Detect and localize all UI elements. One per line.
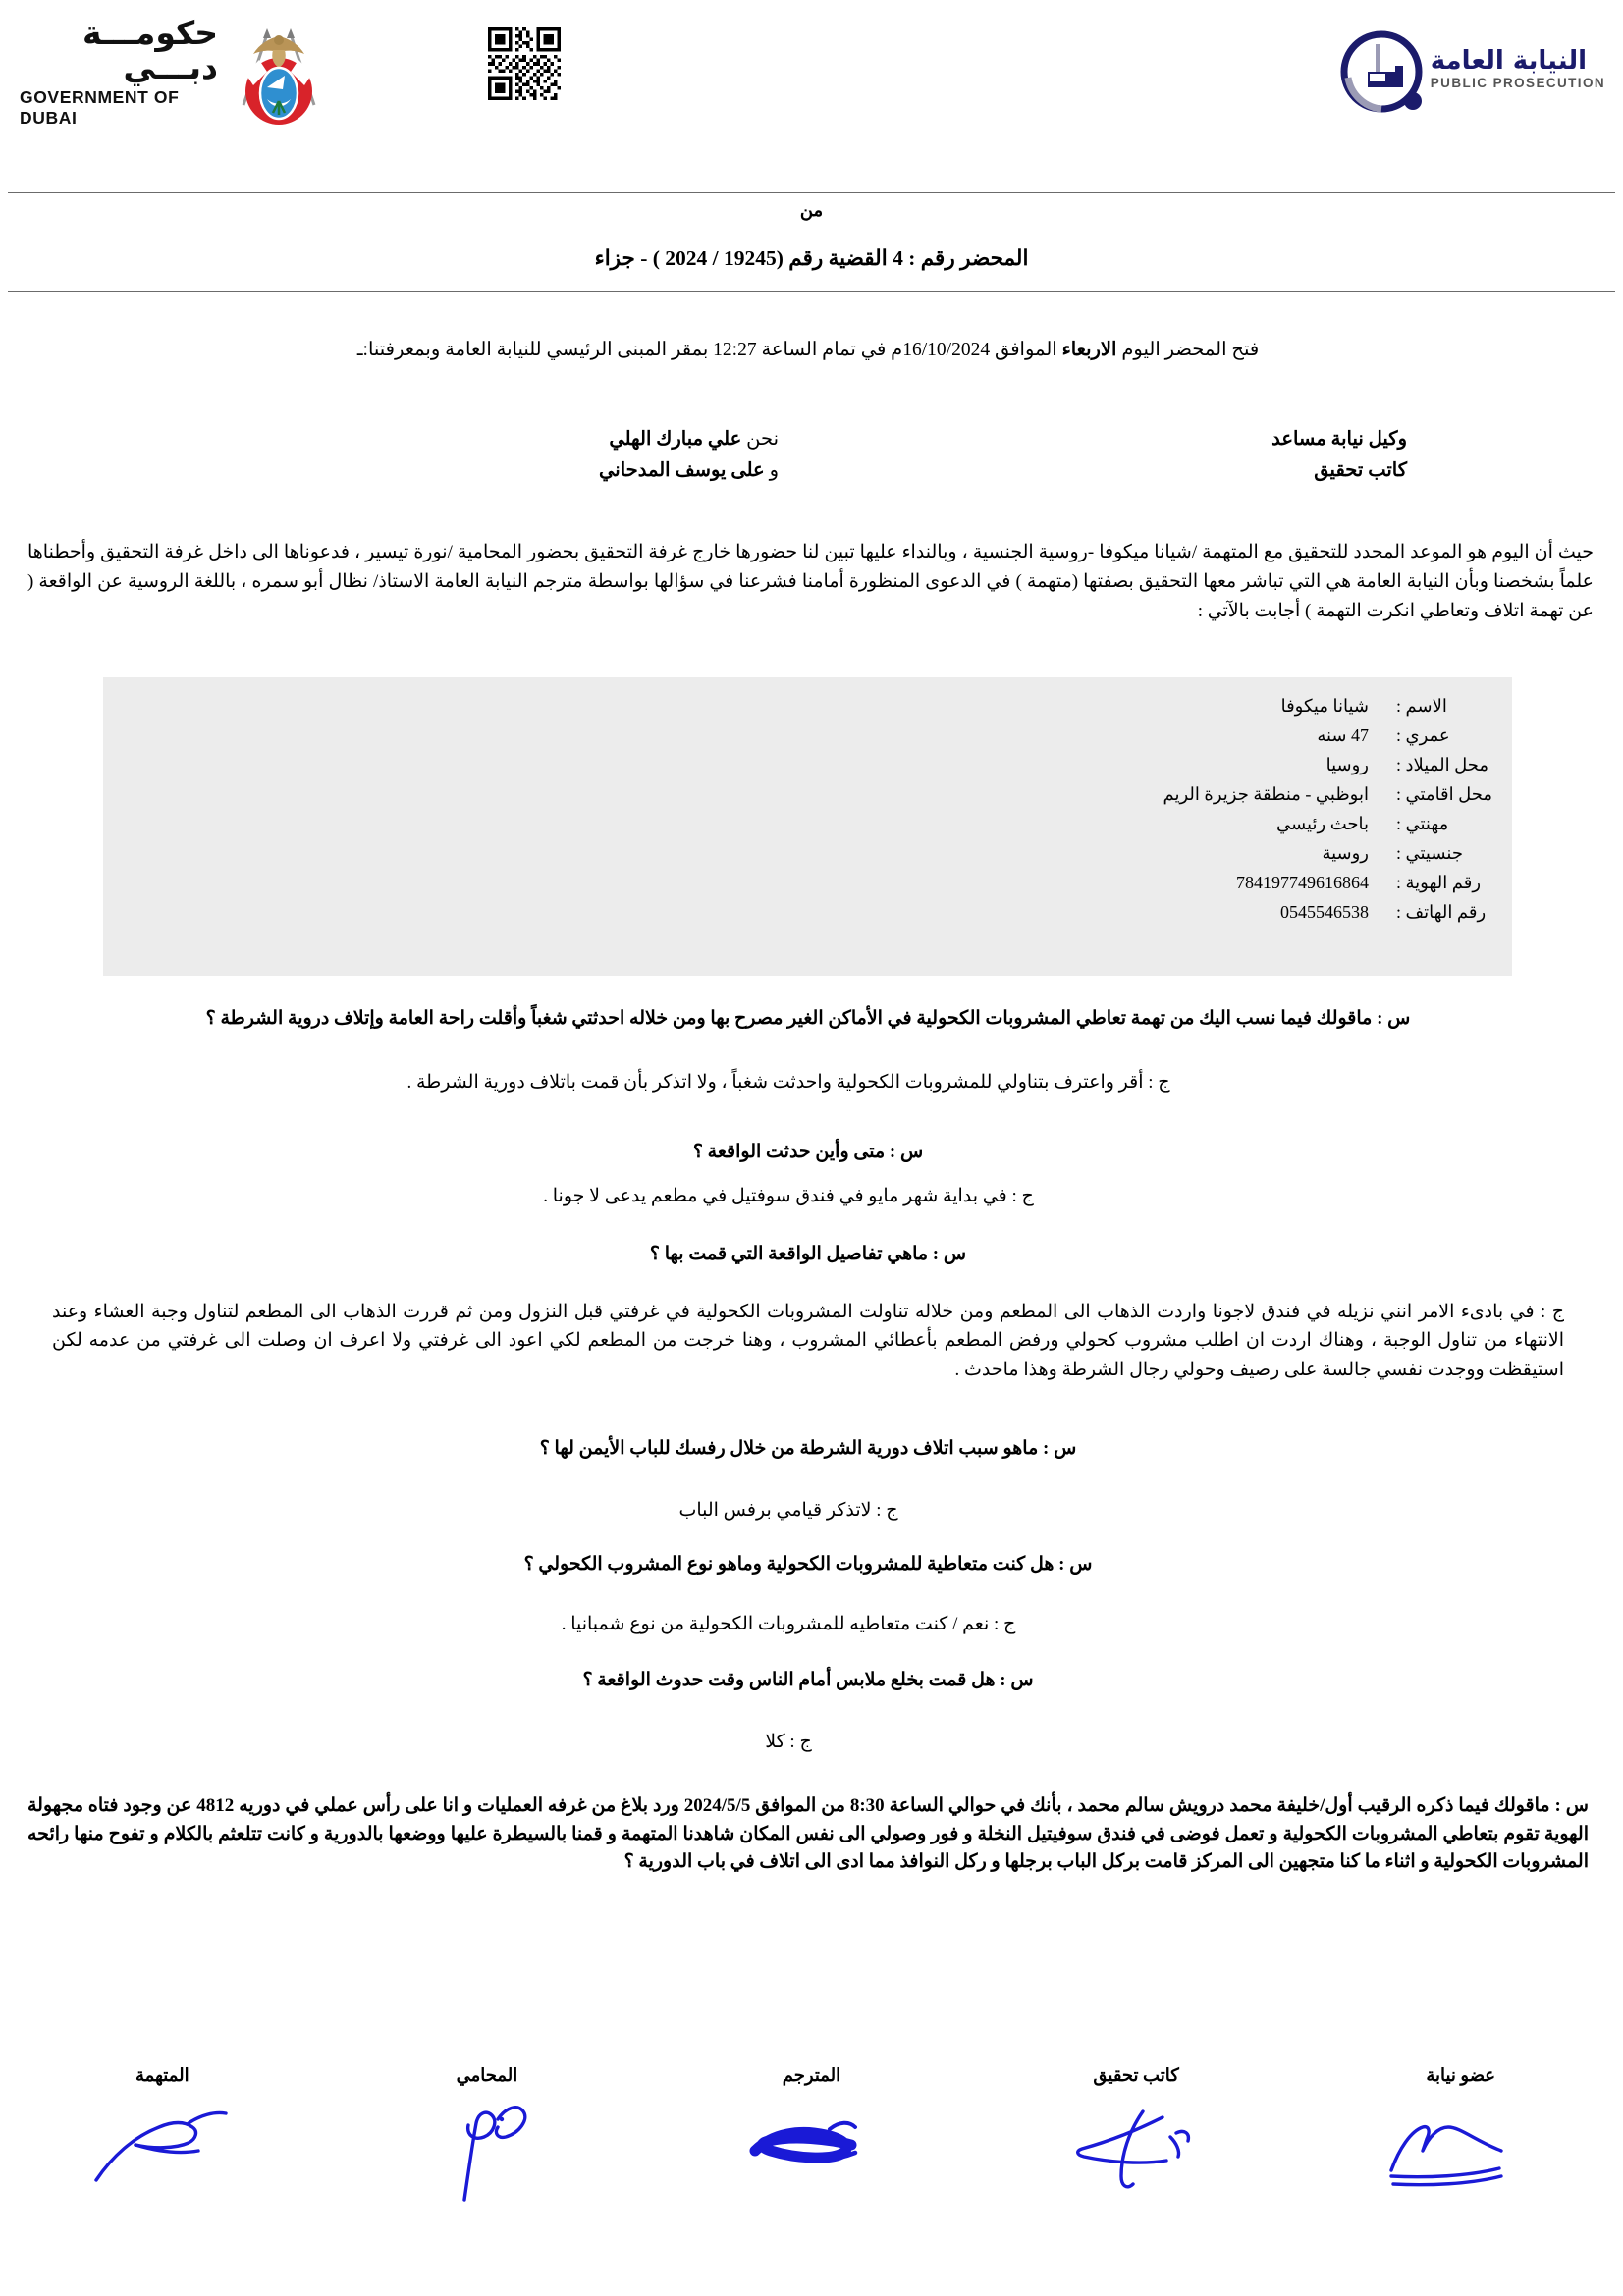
- dubai-logo-english: GOVERNMENT OF DUBAI: [20, 87, 180, 129]
- from-label: من: [799, 200, 824, 220]
- table-row: [103, 691, 1512, 721]
- signature-clerk-ink: [1053, 2094, 1219, 2212]
- answer-2: ج : في بداية شهر مايو في فندق سوفتيل في مطعم يدعى لا جونا .: [543, 1186, 1034, 1206]
- signature-cell-lawyer: [325, 2065, 650, 2281]
- signature-cell-clerk: [974, 2065, 1299, 2281]
- prosecution-logo-english: PUBLIC PROSECUTION: [1430, 76, 1605, 91]
- signature-accused-ink: [79, 2094, 245, 2212]
- official-name-group: [445, 424, 1034, 455]
- prosecution-logo-arabic: النيابة العامة: [1430, 45, 1588, 76]
- identity-value: روسية: [1322, 842, 1369, 863]
- official-role: كاتب تحقيق: [1314, 459, 1407, 481]
- official-role: وكيل نيابة مساعد: [1271, 429, 1407, 450]
- officials-block: [52, 424, 1564, 486]
- question-4: س : ماهو سبب اتلاف دورية الشرطة من خلال رفسك للباب الأيمن لها ؟: [539, 1438, 1077, 1459]
- opening-suffix: الموافق 16/10/2024م في تمام الساعة 12:27 بمقر المبنى الرئيسي للنيابة العامة وبمعرفتنا:ـ: [356, 340, 1062, 360]
- official-row: [52, 424, 1564, 455]
- table-row: [103, 779, 1512, 809]
- table-row: [103, 750, 1512, 779]
- official-lead: و: [769, 459, 779, 481]
- public-prosecution-logo: [1281, 18, 1605, 126]
- signature-cell-prosecutor: [1298, 2065, 1623, 2281]
- header-divider: [8, 192, 1615, 193]
- identity-label: رقم الهاتف :: [1396, 901, 1487, 922]
- qr-code: [488, 27, 561, 100]
- government-of-dubai-logo: [20, 14, 334, 132]
- answer-4: ج : لاتذكر قيامي برفس الباب: [678, 1500, 898, 1521]
- case-number-title: المحضر رقم : 4 القضية رقم (19245 / 2024 ) - جزاء: [594, 246, 1029, 270]
- table-row: [103, 868, 1512, 897]
- signature-title: المتهمة: [135, 2065, 189, 2085]
- question-5: س : هل كنت متعاطية للمشروبات الكحولية وماهو نوع المشروب الكحولي ؟: [523, 1554, 1093, 1575]
- table-row: [103, 838, 1512, 868]
- official-lead: نحن: [746, 429, 779, 450]
- signature-lawyer-ink: [404, 2094, 570, 2212]
- document-header: [0, 0, 1623, 177]
- main-paragraph: حيث أن اليوم هو الموعد المحدد للتحقيق مع المتهمة /شيانا ميكوفا -روسية الجنسية ، وبالنداء عليها تبين لنا حضورها خارج غرفة التحقيق بحضور المحامية /نورة تيسير ، فدعوناها الى داخل غرفة التحقيق وأحطناها علماً بشخصنا وبأن النيابة العامة هي التي تباشر معها التحقيق بصفتها (متهمة ) في الدعوى المنظورة أمامنا فشرعنا في سؤالها بواسطة مترجم النيابة العامة الاستاذ/ نظال أبو سمره ، باللغة الروسية عن الواقعة ( عن تهمة اتلاف وتعاطي انكرت التهمة ) أجابت بالآتي :: [27, 542, 1594, 622]
- table-row: [103, 809, 1512, 838]
- signature-prosecutor-ink: [1378, 2094, 1544, 2212]
- dubai-logo-arabic: حكومـــة دبـــي: [82, 13, 218, 86]
- identity-label: محل الميلاد :: [1396, 754, 1488, 774]
- question-1: س : ماقولك فيما نسب اليك من تهمة تعاطي المشروبات الكحولية في الأماكن الغير مصرح بها ومن خلاله احدثتي شغباً وأقلت راحة العامة وإتلاف دروية الشرطة ؟: [205, 1008, 1411, 1029]
- question-3: س : ماهي تفاصيل الواقعة التي قمت بها ؟: [649, 1244, 967, 1264]
- opening-prefix: فتح المحضر اليوم: [1116, 340, 1260, 360]
- identity-label: عمري :: [1396, 724, 1450, 745]
- identity-table-body: [103, 677, 1512, 927]
- signature-title: المحامي: [456, 2065, 518, 2085]
- answer-6: ج : كلا: [765, 1732, 812, 1752]
- identity-value: 47 سنه: [1317, 724, 1369, 745]
- prosecution-logo-text: [1431, 47, 1605, 97]
- title-divider: [8, 291, 1615, 292]
- identity-value: 784197749616864: [1236, 872, 1369, 892]
- identity-value: 0545546538: [1280, 901, 1369, 922]
- opening-statement: [52, 336, 1564, 364]
- identity-value: روسيا: [1325, 754, 1369, 774]
- signature-title: عضو نيابة: [1426, 2065, 1496, 2085]
- official-name: علي مبارك الهلي: [609, 429, 742, 450]
- table-row: [103, 897, 1512, 927]
- identity-value: ابوظبي - منطقة جزيرة الريم: [1163, 783, 1369, 804]
- answer-5: ج : نعم / كنت متعاطيه للمشروبات الكحولية من نوع شمبانيا .: [561, 1614, 1016, 1634]
- official-name: على يوسف المدحاني: [599, 459, 765, 481]
- answer-1: ج : أقر واعترف بتناولي للمشروبات الكحولية واحدثت شغباً ، ولا اتذكر بأن قمت باتلاف دورية الشرطة .: [406, 1072, 1170, 1093]
- prosecution-emblem-icon: [1336, 27, 1427, 117]
- official-name-group: [445, 455, 1034, 487]
- identity-label: رقم الهوية :: [1396, 872, 1482, 892]
- signature-title: كاتب تحقيق: [1093, 2065, 1179, 2085]
- official-row: [52, 455, 1564, 487]
- question-6: س : هل قمت بخلع ملابس أمام الناس وقت حدوث الواقعة ؟: [582, 1670, 1034, 1690]
- answer-3: ج : في بادىء الامر انني نزيله في فندق لاجونا واردت الذهاب الى المطعم ومن خلاله تناولت المشروبات الكحولية في غرفتي قبل النزول ومن ثم قررت الذهاب الى المطعم لتناول وجبة العشاء وعند الانتهاء من تناول الوجبة ، وهناك اردت ان اطلب مشروب كحولي ورفض المطعم بأعطائي المشروب ، وهنا خرجت من المطعم لكي اعود الى غرفتي ولا اعرف ان وصلت الى غرفتي من عدمه لكن استيقظت ووجدت نفسي جالسة على رصيف وحولي رجال الشرطة وهذا ماحدث .: [52, 1302, 1564, 1380]
- dubai-emblem-icon: [224, 15, 334, 131]
- opening-day: الاربعاء: [1061, 340, 1117, 360]
- signature-title: المترجم: [782, 2065, 841, 2085]
- identity-label: مهنتي :: [1396, 813, 1449, 833]
- signature-cell-accused: [0, 2065, 325, 2281]
- identity-label: الاسم :: [1396, 695, 1447, 716]
- identity-value: شيانا ميكوفا: [1280, 695, 1369, 716]
- identity-table: [103, 677, 1512, 976]
- dubai-logo-text: [20, 13, 218, 129]
- question-7: س : ماقولك فيما ذكره الرقيب أول/خليفة محمد درويش سالم محمد ، بأنك في حوالي الساعة 8:30 من الموافق 2024/5/5 ورد بلاغ من غرفه العمليات و انا على رأس عملي في دوريه 4812 عن وجود فتاه مجهولة الهوية تقوم بتعاطي المشروبات الكحولية و تعمل فوضى في فندق سوفيتيل النخلة و فور وصولي الى نفس المكان شاهدنا المتهمة و قمنا بالسيطرة عليها ووضعها بالدورية و كانت تتلعثم بالكلام و تفوح منها رائحه المشروبات الكحولية و اثناء ما كنا متجهين الى المركز قامت بركل الباب برجلها و ركل النوافذ مما ادى الى اتلاف في باب الدورية ؟: [27, 1795, 1589, 1872]
- signature-translator-ink: [728, 2094, 894, 2212]
- table-row: [103, 721, 1512, 750]
- identity-label: محل اقامتي :: [1396, 783, 1493, 804]
- identity-value: باحث رئيسي: [1276, 813, 1369, 833]
- signature-cell-translator: [649, 2065, 974, 2281]
- question-2: س : متى وأين حدثت الواقعة ؟: [692, 1142, 924, 1162]
- signature-row: [0, 2065, 1623, 2281]
- identity-label: جنسيتي :: [1396, 842, 1463, 863]
